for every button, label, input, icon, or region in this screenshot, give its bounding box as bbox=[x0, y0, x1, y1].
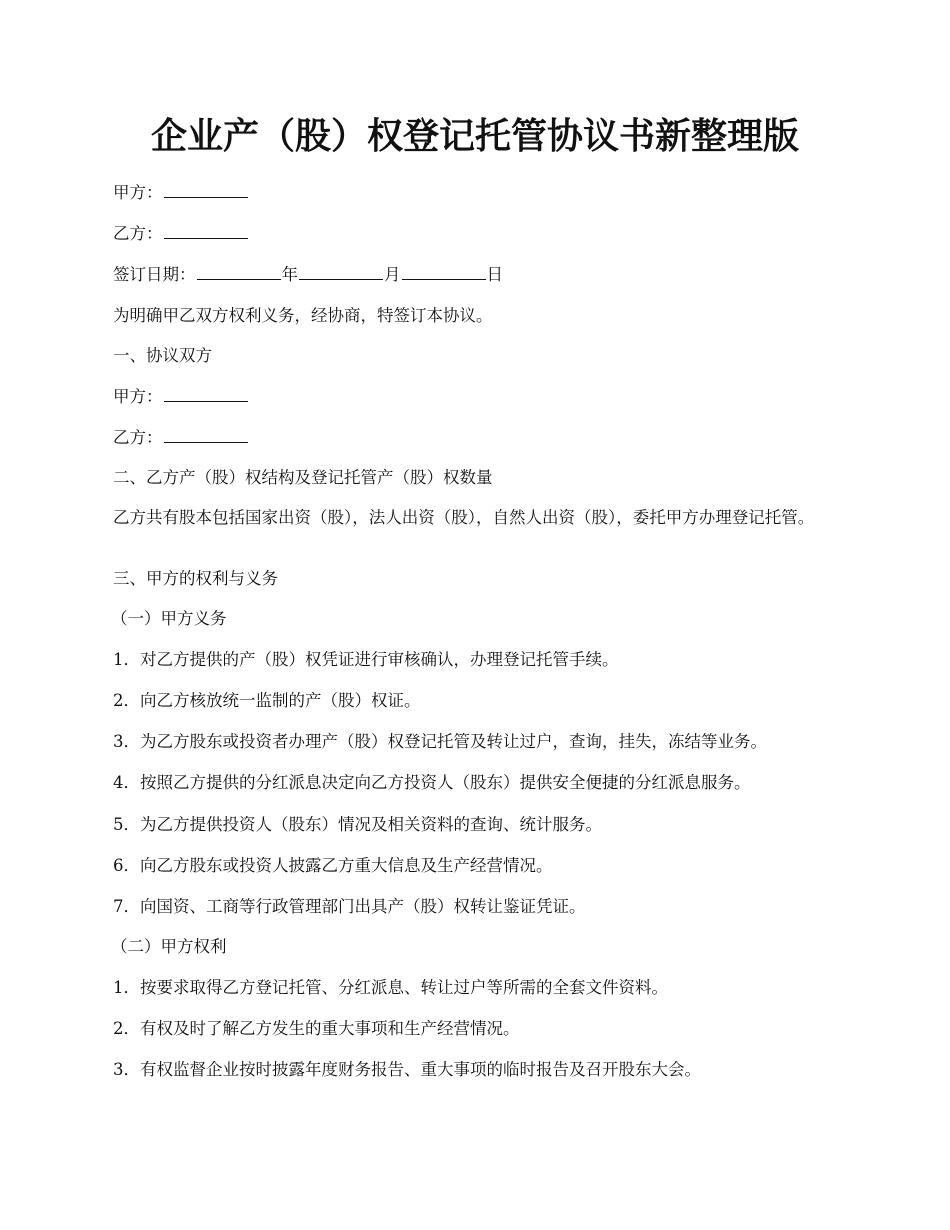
duty-item-6: 6．向乙方股东或投资人披露乙方重大信息及生产经营情况。 bbox=[113, 856, 553, 875]
day-blank bbox=[402, 263, 486, 280]
party-b-line bbox=[113, 222, 843, 245]
section3-heading: 三、甲方的权利与义务 bbox=[113, 569, 278, 588]
section1-party-a-line bbox=[113, 385, 843, 408]
section1-party-b-label: 乙方： bbox=[113, 428, 163, 447]
section2-heading: 二、乙方产（股）权结构及登记托管产（股）权数量 bbox=[113, 468, 493, 487]
section1-heading: 一、协议双方 bbox=[113, 346, 212, 365]
duty-item-2: 2．向乙方核放统一监制的产（股）权证。 bbox=[113, 691, 421, 710]
year-blank bbox=[197, 263, 281, 280]
date-label: 签订日期： bbox=[113, 265, 196, 284]
duty-item-3: 3．为乙方股东或投资者办理产（股）权登记托管及转让过户，查询，挂失，冻结等业务。 bbox=[113, 732, 767, 751]
signing-date-line bbox=[113, 263, 843, 286]
section1-party-b-blank bbox=[164, 426, 248, 443]
duty-item-4: 4．按照乙方提供的分红派息决定向乙方投资人（股东）提供安全便捷的分红派息服务。 bbox=[113, 773, 751, 792]
section1-party-b-line bbox=[113, 426, 843, 449]
party-a-line bbox=[113, 181, 843, 204]
party-a-label: 甲方： bbox=[113, 183, 163, 202]
month-blank bbox=[299, 263, 383, 280]
duty-item-5: 5．为乙方提供投资人（股东）情况及相关资料的查询、统计服务。 bbox=[113, 815, 602, 834]
section1-party-a-label: 甲方： bbox=[113, 387, 163, 406]
section1-party-a-blank bbox=[164, 385, 248, 402]
right-item-2: 2．有权及时了解乙方发生的重大事项和生产经营情况。 bbox=[113, 1019, 520, 1038]
year-label: 年 bbox=[281, 265, 298, 284]
section2-body: 乙方共有股本包括国家出资（股），法人出资（股），自然人出资（股），委托甲方办理登记托管。 bbox=[113, 508, 815, 527]
party-a-blank bbox=[164, 181, 248, 198]
duties-heading: （一）甲方义务 bbox=[111, 609, 227, 628]
duty-item-7: 7．向国资、工商等行政管理部门出具产（股）权转让鉴证凭证。 bbox=[113, 897, 586, 916]
document-title: 企业产（股）权登记托管协议书新整理版 bbox=[150, 115, 799, 157]
right-item-1: 1．按要求取得乙方登记托管、分红派息、转让过户等所需的全套文件资料。 bbox=[113, 978, 668, 997]
month-label: 月 bbox=[384, 265, 401, 284]
party-b-blank bbox=[164, 222, 248, 239]
duty-item-1: 1．对乙方提供的产（股）权凭证进行审核确认，办理登记托管手续。 bbox=[113, 650, 619, 669]
party-b-label: 乙方： bbox=[113, 224, 163, 243]
right-item-3: 3．有权监督企业按时披露年度财务报告、重大事项的临时报告及召开股东大会。 bbox=[113, 1060, 701, 1079]
day-label: 日 bbox=[486, 265, 503, 284]
rights-heading: （二）甲方权利 bbox=[111, 937, 227, 956]
intro-paragraph: 为明确甲乙双方权利义务，经协商，特签订本协议。 bbox=[113, 306, 493, 325]
